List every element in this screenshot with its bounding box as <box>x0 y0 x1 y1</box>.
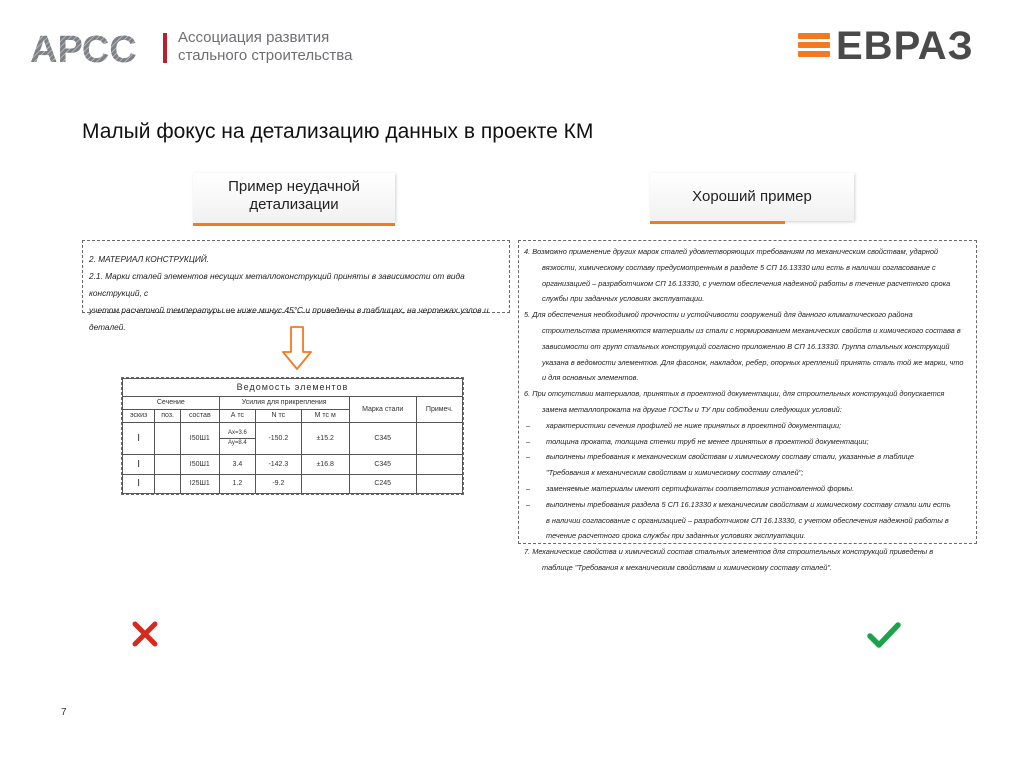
page-number: 7 <box>61 707 67 718</box>
table-row <box>123 474 463 493</box>
svg-text:АРСС: АРСС <box>30 29 137 68</box>
table-caption: Ведомость элементов <box>123 379 463 397</box>
cell-composition: I50Ш1 <box>180 422 219 454</box>
good-condition-5-line1: – выполнены требования раздела 5 СП 16.13330 к механическим свойствам и химическому составу стали или есть <box>524 497 971 513</box>
good-p5-line2: строительства применяются материалы из стали с нормированием механических свойств и химического состава в <box>542 325 961 335</box>
table-col-composition: состав <box>180 409 219 422</box>
good-p5-line3: зависимости от групп стальных конструкций согласно приложению В СП 16.13330. Группа стальных конструкций <box>542 341 950 351</box>
cell-grade: С345 <box>349 422 416 454</box>
cell-m: ±16.8 <box>301 455 349 474</box>
good-p4-line1: 4. Возможно применение других марок сталей удовлетворяющих требованиям по механическим свойствам, ударной <box>524 247 939 256</box>
good-p4-line2: вязкости, химическому составу предусмотренным в разделе 5 СП 16.13330 или есть в наличии согласование с <box>542 262 936 272</box>
bad-text-line1: 2. МАТЕРИАЛ КОНСТРУКЦИЙ. <box>89 254 210 264</box>
table-col-note: Примеч. <box>416 396 462 422</box>
table-group-section: Сечение <box>123 396 220 409</box>
label-underline <box>193 223 395 226</box>
good-p4-line4: службы при заданных условиях эксплуатации. <box>542 294 705 304</box>
good-condition-5-line2: в наличии согласование с организацией – разработчиком СП 16.13330, с учетом обеспечения надежной работы в <box>546 515 949 525</box>
bad-example-label-line2: детализации <box>249 196 339 213</box>
good-p6-line1: 6. При отсутствии материалов, принятых в проектной документации, для строительных конструкций допускается <box>524 389 945 399</box>
apcc-name-line1: Ассоциация развития <box>178 29 330 46</box>
good-example-label-text: Хороший пример <box>692 188 812 205</box>
cell-pos <box>155 455 181 474</box>
table-col-grade: Марка стали <box>349 396 416 422</box>
good-condition-4: – заменяемые материалы имеют сертификаты соответствия установленной формы. <box>524 481 971 497</box>
cross-icon <box>131 620 159 648</box>
table-col-sketch: эскиз <box>123 409 155 422</box>
cell-a: 1.2 <box>219 474 255 493</box>
good-p5-line5: и для основных элементов. <box>542 373 639 383</box>
cell-m <box>301 474 349 493</box>
apcc-name <box>178 29 352 65</box>
cell-n: -9.2 <box>256 474 302 493</box>
cell-sketch: I <box>123 474 155 493</box>
table-col-a: А тс <box>219 409 255 422</box>
bad-example-text-box <box>82 240 510 332</box>
cell-sketch: I <box>123 422 155 454</box>
cell-pos <box>155 474 181 493</box>
cell-n: -142.3 <box>256 455 302 474</box>
cell-grade: С245 <box>349 474 416 493</box>
evraz-logo-text: ЕВРАЗ <box>836 24 974 68</box>
bad-text-line3: учетом расчетной температуры не ниже минус 45°С и приведены в таблицах, на чертежах узлов и деталей. <box>89 305 489 332</box>
cell-a-bottom: Ау=8.4 <box>227 439 247 446</box>
good-example-text-box <box>518 240 977 572</box>
slide-title: Малый фокус на детализацию данных в проекте КМ <box>82 120 594 143</box>
table-row <box>123 422 463 454</box>
table-col-pos: поз. <box>155 409 181 422</box>
cell-sketch: I <box>123 455 155 474</box>
table-col-n: N тс <box>256 409 302 422</box>
table-row <box>123 455 463 474</box>
cell-grade: С345 <box>349 455 416 474</box>
cell-n: -150.2 <box>256 422 302 454</box>
good-condition-5-line3: течение расчетного срока службы при заданных условиях эксплуатации. <box>546 531 806 541</box>
cell-note <box>416 474 462 493</box>
good-example-label <box>650 173 854 221</box>
bad-text-line2: 2.1. Марки сталей элементов несущих металлоконструкций приняты в зависимости от вида конструкций, с <box>89 271 465 298</box>
good-condition-2: – толщина проката, толщина стенки труб не менее принятых в проектной документации; <box>524 434 971 450</box>
elements-table <box>121 377 464 495</box>
good-condition-1: – характеристики сечения профилей не ниже принятых в проектной документации; <box>524 418 971 434</box>
table-group-forces: Усилия для прикрепления <box>219 396 349 409</box>
good-p5-line1: 5. Для обеспечения необходимой прочности и устойчивости сооружений для данного климатического района <box>524 310 913 320</box>
cell-composition: I50Ш1 <box>180 455 219 474</box>
check-icon <box>866 620 902 650</box>
bad-example-label-line1: Пример неудачной <box>228 178 360 195</box>
good-p4-line3: организацией – разработчиком СП 16.13330, с учетом обеспечения надежной работы в течение расчетного срока <box>542 278 951 288</box>
label-underline <box>650 221 785 224</box>
good-p7-line1: 7. Механические свойства и химический состав стальных элементов для строительных конструкций приведены в <box>524 547 934 557</box>
cell-a <box>219 422 255 454</box>
evraz-logo-mark-icon <box>798 33 830 63</box>
apcc-logo <box>28 28 150 68</box>
good-condition-3-line2: "Требования к механическим свойствам и химическому составу сталей"; <box>546 468 804 478</box>
cell-a-top: Ах=3.6 <box>220 429 255 439</box>
cell-note <box>416 422 462 454</box>
cell-note <box>416 455 462 474</box>
good-p6-line2: замена металлопроката на другие ГОСТы и ТУ при соблюдении следующих условий: <box>542 404 842 414</box>
cell-composition: I25Ш1 <box>180 474 219 493</box>
apcc-divider <box>163 33 167 63</box>
apcc-name-line2: стального строительства <box>178 47 353 64</box>
down-arrow-icon <box>282 326 312 370</box>
good-condition-3-line1: – выполнены требования к механическим свойствам и химическому составу стали, указанные в таблице <box>524 449 971 465</box>
good-p7-line2: таблице "Требования к механическим свойствам и химическому составу сталей". <box>542 562 833 572</box>
cell-pos <box>155 422 181 454</box>
good-p5-line4: указана в ведомости элементов. Для фасонок, накладок, ребер, опорных креплений принять сталь той же марки, что <box>542 357 964 367</box>
cell-a: 3.4 <box>219 455 255 474</box>
table-col-m: М тс м <box>301 409 349 422</box>
cell-m: ±15.2 <box>301 422 349 454</box>
bad-example-label <box>193 173 395 223</box>
